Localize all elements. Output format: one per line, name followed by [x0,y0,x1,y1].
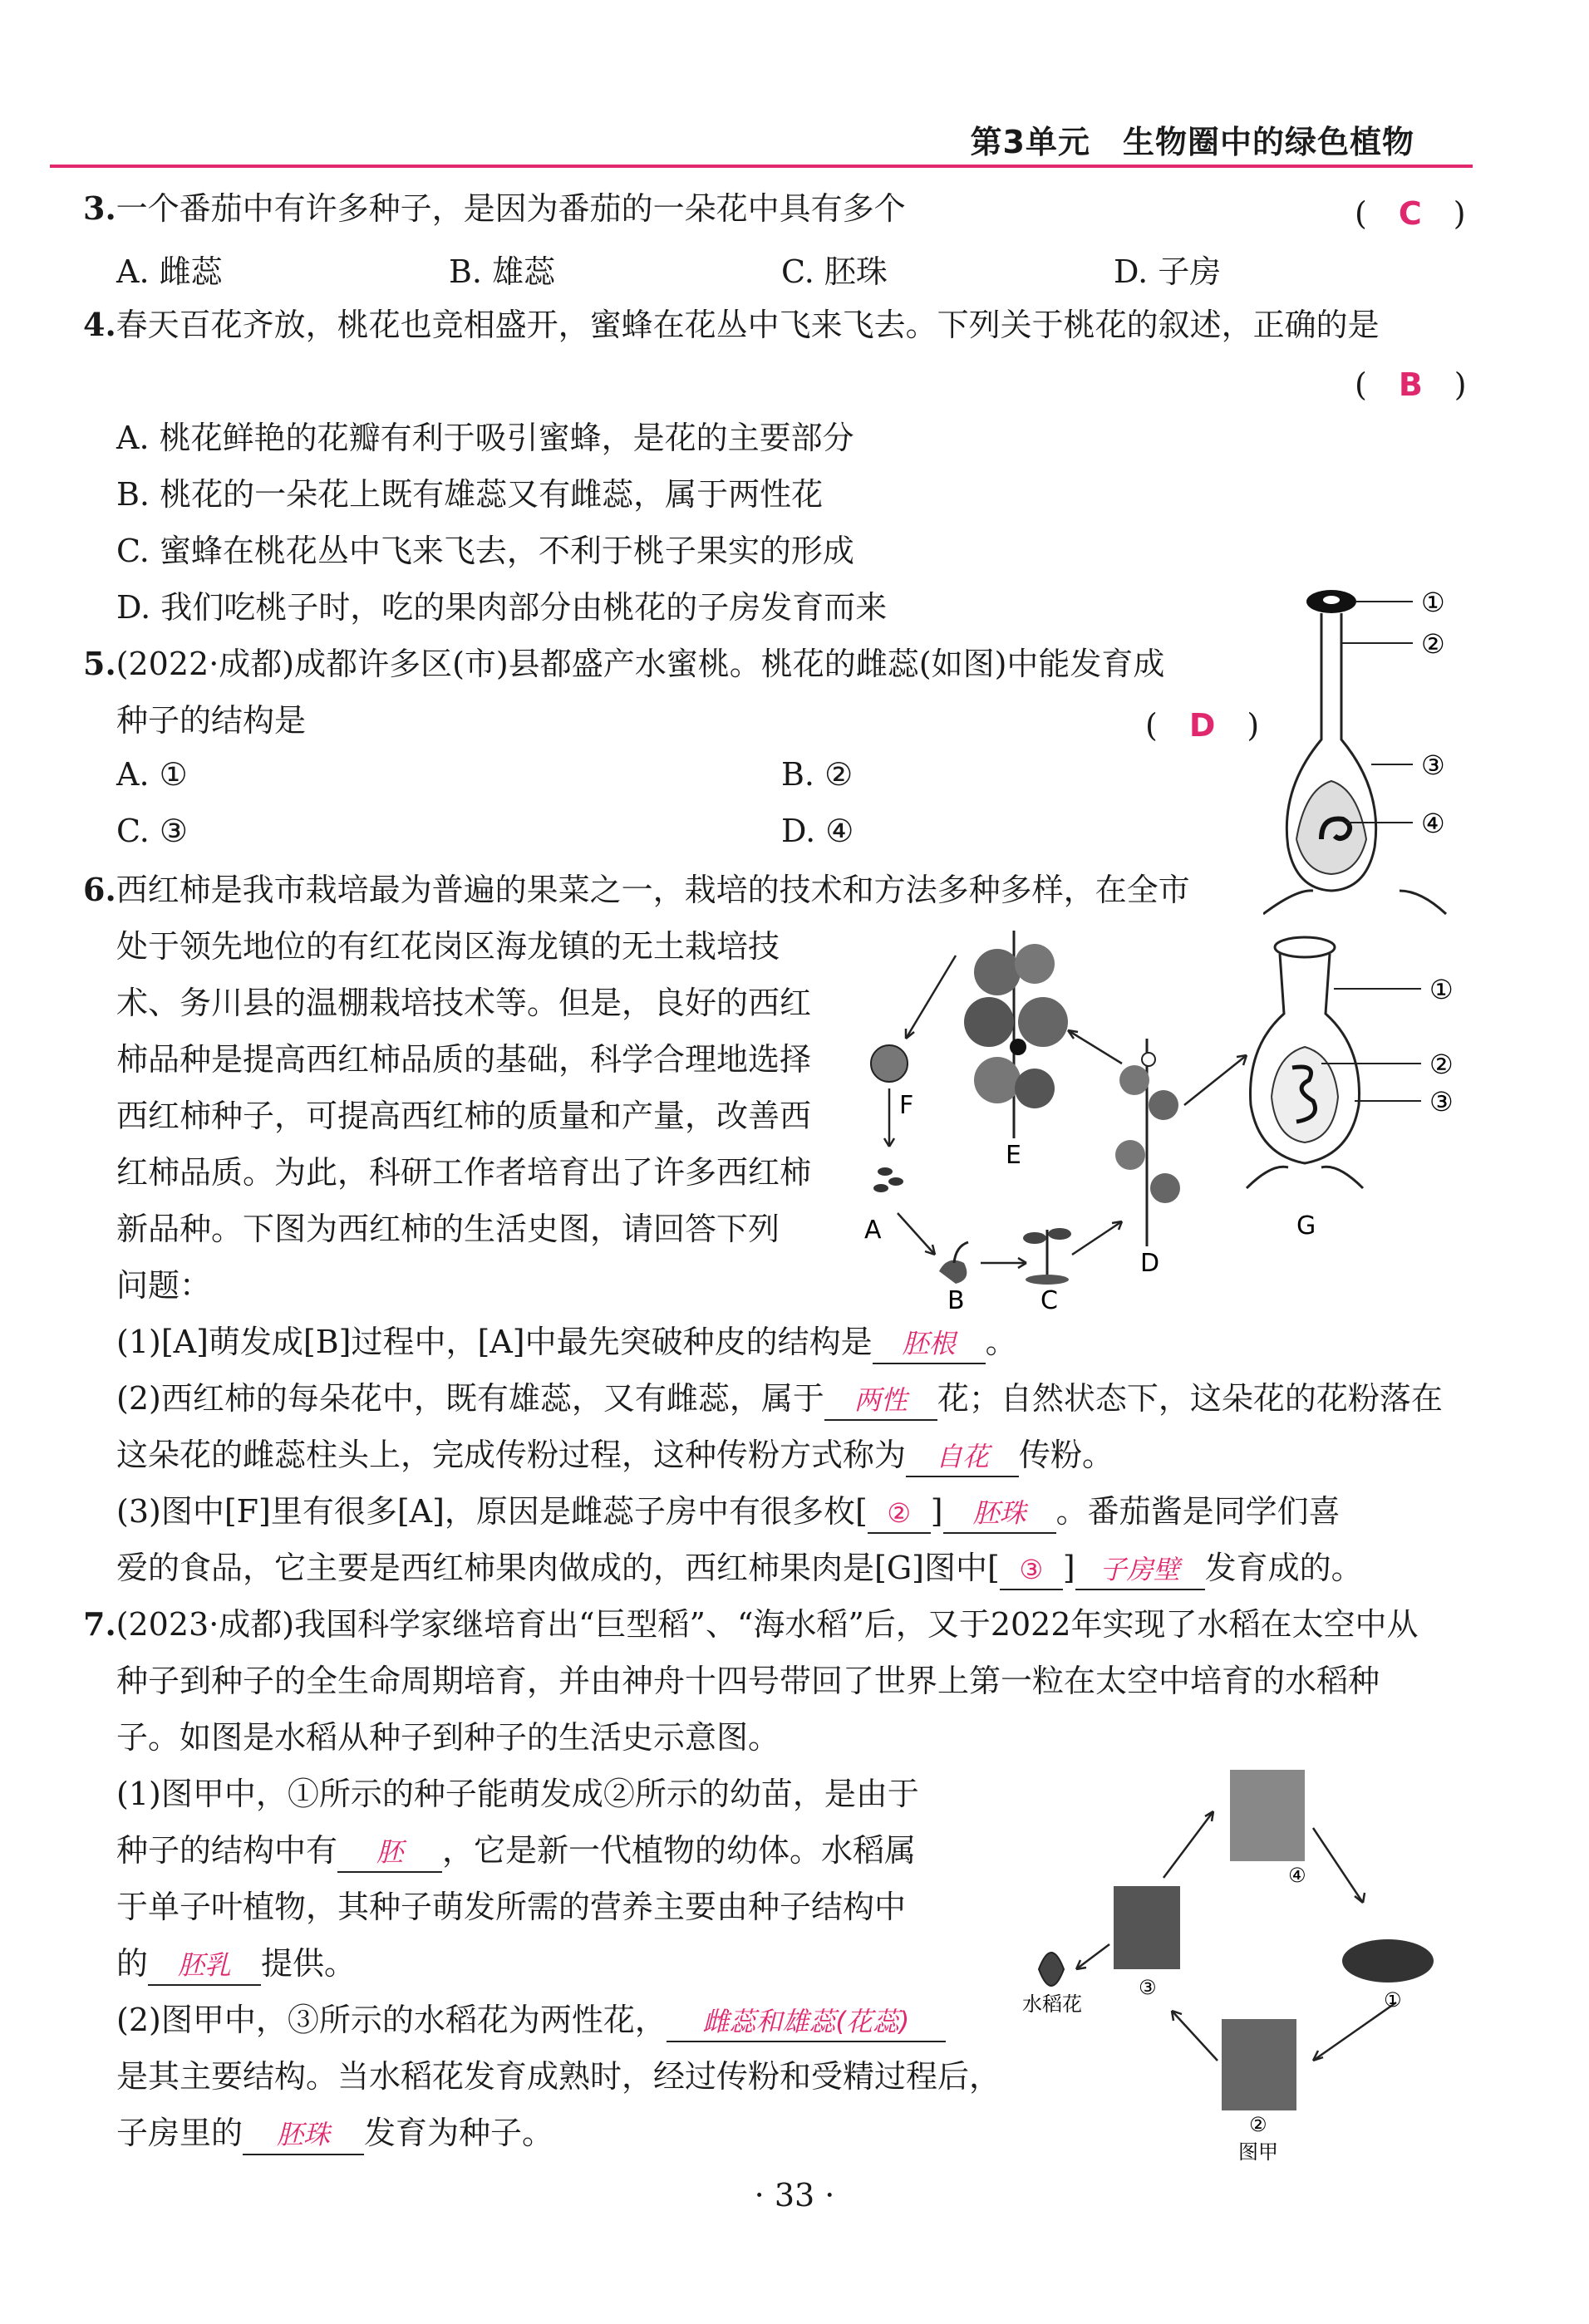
letter-b: B [947,1286,965,1313]
rice-seeds-photo [1342,1939,1434,1983]
letter-d: D [1140,1249,1160,1278]
germinating-seed-b [939,1242,968,1284]
rice-label-4: ④ [1288,1864,1306,1887]
pistil-label-2: ② [1421,628,1445,660]
q6-sub3-answer2-name: 子房壁 [1075,1550,1205,1590]
q4-answer: B [1398,366,1423,403]
pistil-label-3: ③ [1421,749,1445,781]
q6-sub3-answer1: ② [868,1494,931,1534]
letter-e: E [1006,1141,1021,1170]
seeds-a [873,1167,903,1192]
q6-sub2-line1: (2)西红柿的每朵花中，既有雄蕊，又有雌蕊，属于 两性 花；自然状态下，这朵花的花粉落在 [116,1378,1443,1421]
rice-label-1: ① [1384,1988,1402,2012]
q3-stem: 3.一个番茄中有许多种子，是因为番茄的一朵花中具有多个 [83,189,906,227]
q3-answer-box: ( C ) [1355,195,1466,232]
q6-sub2-answer2: 自花 [906,1437,1019,1477]
q5-stem-line2: 种子的结构是 [116,702,307,739]
q4-answer-box: ( B ) [1355,366,1467,403]
q3-option-d: D. 子房 [1114,253,1222,290]
rice-figure-caption: 图甲 [1238,2140,1278,2164]
tomato-pistil-label-3: ③ [1429,1086,1454,1118]
q3-option-c: C. 胚珠 [781,253,888,290]
q4-option-a: A. 桃花鲜艳的花瓣有利于吸引蜜蜂，是花的主要部分 [116,420,854,456]
q7-stem-line2: 种子到种子的全生命周期培育，并由神舟十四号带回了世界上第一粒在太空中培育的水稻种 [116,1663,1380,1699]
q7-sub2-line1: (2)图甲中，③所示的水稻花为两性花， 雌蕊和雄蕊(花蕊) [116,1999,946,2042]
q7-stem-line1: 7.(2023·成都)我国科学家继培育出“巨型稻”、“海水稻”后，又于2022年实现了水稻在太空中从 [83,1605,1419,1643]
tomato-fruit-f [871,1045,908,1082]
q7-sub1-line2: 种子的结构中有 胚 ，它是新一代植物的幼体。水稻属 [116,1830,916,1873]
q5-answer: D [1188,707,1216,744]
q7-sub2-answer2: 胚珠 [243,2115,364,2155]
q5-answer-box: ( D ) [1145,707,1260,744]
q5-option-d: D. ④ [781,813,854,849]
q6-stem-line1: 6.西红柿是我市栽培最为普遍的果菜之一，栽培的技术和方法多种多样，在全市 [83,871,1190,908]
q4-stem: 4.春天百花齐放，桃花也竞相盛开，蜜蜂在花丛中飞来飞去。下列关于桃花的叙述，正确的是 [83,306,1380,343]
rice-flower-caption: 水稻花 [1022,1992,1082,2016]
rice-life-cycle-figure [1006,1761,1471,2169]
q6-sub3-answer1-name: 胚珠 [943,1494,1056,1534]
q3-option-a: A. 雌蕊 [116,253,223,290]
q6-stem-line6: 红柿品质。为此，科研工作者培育出了许多西红柿 [116,1154,812,1191]
flowering-plant-d [1115,1039,1180,1246]
tomato-pistil-label-2: ② [1429,1049,1454,1080]
q6-stem-line8: 问题： [116,1267,212,1304]
page-number: · 33 · [754,2177,835,2213]
q5-option-c: C. ③ [116,813,188,849]
seedling-c [1023,1228,1071,1285]
q4-option-b: B. 桃花的一朵花上既有雄蕊又有雌蕊，属于两性花 [116,476,824,513]
q7-sub2-line2: 是其主要结构。当水稻花发育成熟时，经过传粉和受精过程后， [116,2058,1001,2095]
q6-stem-line5: 西红柿种子，可提高西红柿的质量和产量，改善西 [116,1098,812,1134]
q3-option-b: B. 雄蕊 [449,253,556,290]
q6-sub1-answer: 胚根 [873,1324,986,1364]
unit-title: 第3单元 生物圈中的绿色植物 [970,124,1414,160]
rice-label-3: ③ [1139,1976,1157,1999]
q6-stem-line4: 柿品种是提高西红柿品质的基础，科学合理地选择 [116,1041,812,1078]
q7-sub2-line3: 子房里的 胚珠 发育为种子。 [116,2112,553,2155]
q6-sub2-line2: 这朵花的雌蕊柱头上，完成传粉过程，这种传粉方式称为 自花 传粉。 [116,1434,1114,1477]
letter-g: G [1296,1211,1316,1241]
q6-sub2-answer1: 两性 [824,1381,937,1421]
q6-sub3-line1: (3)图中[F]里有很多[A]，原因是雌蕊子房中有很多枚[ ② ] 胚珠 。番茄酱是同学们喜 [116,1491,1341,1534]
rice-panicle-photo [1230,1770,1305,1861]
q5-stem-line1: 5.(2022·成都)成都许多区(市)县都盛产水蜜桃。桃花的雌蕊(如图)中能发育成 [83,645,1165,682]
page-header [50,116,1473,166]
rice-label-2: ② [1249,2113,1267,2136]
q6-stem-line3: 术、务川县的温棚栽培技术等。但是，良好的西红 [116,985,812,1021]
pistil-label-1: ① [1421,587,1445,618]
rice-flower-drawing [1039,1953,1064,1986]
letter-f: F [899,1091,914,1120]
q7-sub2-answer1: 雌蕊和雄蕊(花蕊) [667,2002,946,2042]
q4-option-c: C. 蜜蜂在桃花丛中飞来飞去，不利于桃子果实的形成 [116,533,854,569]
tomato-plant-e [964,931,1068,1138]
tomato-life-cycle-figure [856,914,1504,1313]
q3-answer: C [1398,195,1422,232]
q7-stem-line3: 子。如图是水稻从种子到种子的生活史示意图。 [116,1719,780,1756]
q6-sub3-line2: 爱的食品，它主要是西红柿果肉做成的，西红柿果肉是[G]图中[ ③ ] 子房壁 发育成的。 [116,1547,1363,1590]
pistil-label-4: ④ [1421,808,1445,839]
q7-sub1-answer1: 胚 [337,1833,442,1873]
q6-stem-line2: 处于领先地位的有红花岗区海龙镇的无土栽培技 [116,928,780,965]
q7-sub1-line4: 的 胚乳 提供。 [116,1943,356,1986]
tomato-pistil-label-1: ① [1429,974,1454,1005]
letter-a: A [864,1216,882,1245]
q6-stem-line7: 新品种。下图为西红柿的生活史图，请回答下列 [116,1211,780,1247]
pistil-figure [1263,573,1463,922]
life-cycle-arrows [884,956,1247,1268]
letter-c: C [1040,1286,1058,1313]
q7-sub1-line1: (1)图甲中，①所示的种子能萌发成②所示的幼苗，是由于 [116,1776,919,1812]
q6-sub1: (1)[A]萌发成[B]过程中，[A]中最先突破种皮的结构是 胚根 。 [116,1321,1017,1364]
rice-flower-photo [1114,1886,1180,1969]
q5-option-a: A. ① [116,756,188,793]
q7-sub1-line3: 于单子叶植物，其种子萌发所需的营养主要由种子结构中 [116,1889,907,1925]
q7-sub1-answer2: 胚乳 [148,1946,261,1986]
q6-sub3-answer2: ③ [1000,1550,1063,1590]
rice-seedling-photo [1222,2019,1296,2110]
q5-option-b: B. ② [781,756,854,793]
header-divider [50,165,1473,168]
q4-option-d: D. 我们吃桃子时，吃的果肉部分由桃花的子房发育而来 [116,589,888,626]
